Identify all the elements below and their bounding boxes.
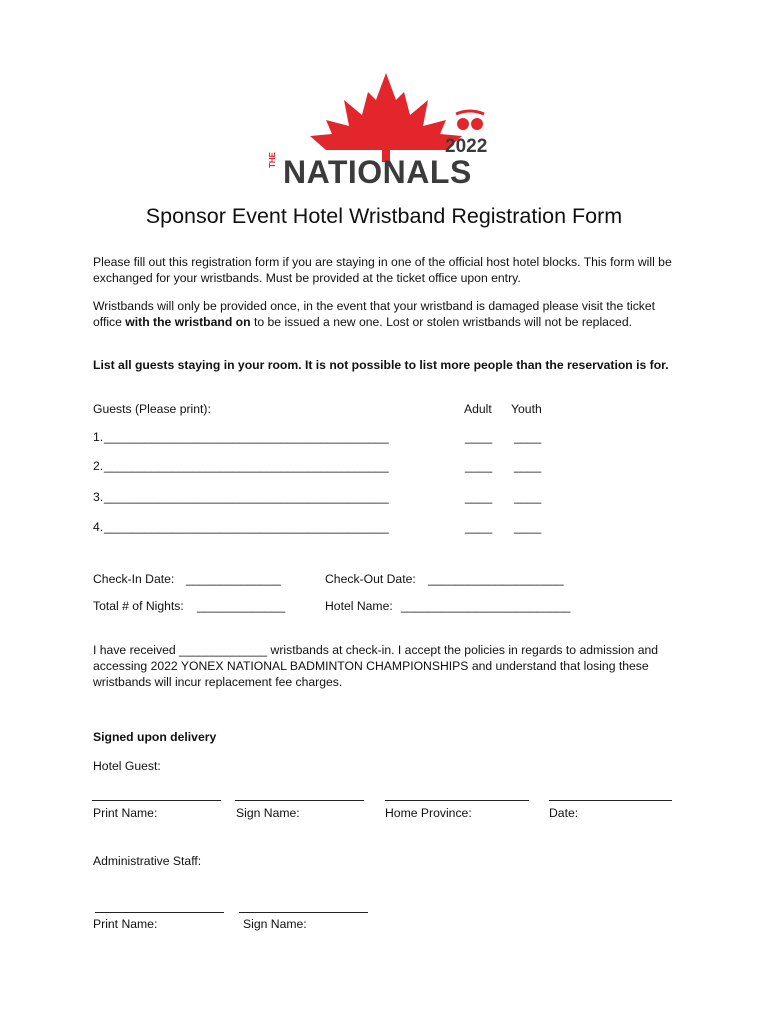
checkin-date-line[interactable]: ______________ — [186, 572, 281, 586]
acknowledgement-paragraph — [93, 642, 678, 690]
guest-name-line[interactable]: __________________________________________ — [104, 520, 389, 534]
guest-name-line[interactable]: __________________________________________ — [104, 430, 389, 444]
admin-sign-name-label: Sign Name: — [243, 917, 307, 931]
wristband-note-bold: with the wristband on — [125, 315, 251, 329]
yonex-icon — [456, 111, 484, 130]
admin-staff-label: Administrative Staff: — [93, 854, 202, 868]
guest-row-number: 3. — [93, 490, 104, 504]
guest-row-number: 4. — [93, 520, 104, 534]
signed-heading: Signed upon delivery — [93, 730, 217, 744]
guest-adult-line[interactable]: ____ — [465, 520, 493, 534]
guest-adult-line[interactable]: ____ — [465, 459, 493, 473]
guest-adult-line[interactable]: ____ — [465, 490, 493, 504]
logo-word: NATIONALS — [283, 154, 472, 190]
guest-youth-line[interactable]: ____ — [514, 490, 542, 504]
date-label: Date: — [549, 806, 579, 820]
home-province-label: Home Province: — [385, 806, 472, 820]
ack-text: I have received — [93, 643, 180, 657]
nationals-logo — [270, 70, 510, 195]
checkout-date-line[interactable]: ____________________ — [428, 572, 564, 586]
nights-label: Total # of Nights: — [93, 599, 184, 613]
admin-print-name-label: Print Name: — [93, 917, 158, 931]
intro-paragraph: Please fill out this registration form if you are staying in one of the official host hotel blocks. This form will be exchanged for your wristbands. Must be provided at the ticket office upon entry. — [93, 255, 672, 285]
guest-youth-line[interactable]: ____ — [514, 430, 542, 444]
ack-text-end: wristbands at check-in. I accept the policies in regards to admission and accessing 2022 YONEX NATIONAL BADMINTON CHAMPIONSHIPS and understand that losing these wristbands will incur replacement fee charges. — [93, 643, 659, 689]
guest-sign-name-line[interactable] — [235, 800, 364, 801]
adult-header: Adult — [464, 402, 492, 416]
list-instruction: List all guests staying in your room. It is not possible to list more people than the reservation is for. — [93, 358, 669, 372]
wristband-count-line[interactable]: _____________ — [179, 643, 268, 657]
wristband-note-text: Wristbands will only be provided once, in the event that your wristband is damaged please visit the ticket office — [93, 299, 656, 329]
guest-row-number: 2. — [93, 459, 104, 473]
admin-print-name-line[interactable] — [95, 912, 224, 913]
guest-province-line[interactable] — [385, 800, 529, 801]
guest-youth-line[interactable]: ____ — [514, 520, 542, 534]
guest-name-line[interactable]: __________________________________________ — [104, 459, 389, 473]
guest-youth-line[interactable]: ____ — [514, 459, 542, 473]
wristband-note — [93, 298, 675, 330]
hotel-guest-label: Hotel Guest: — [93, 759, 161, 773]
guest-date-line[interactable] — [549, 800, 672, 801]
logo-prefix: THE — [268, 152, 277, 168]
hotel-name-label: Hotel Name: — [325, 599, 393, 613]
guest-print-name-line[interactable] — [92, 800, 221, 801]
guest-row-number: 1. — [93, 430, 104, 444]
logo-year: 2022 — [445, 136, 488, 157]
hotel-name-line[interactable]: _________________________ — [401, 599, 571, 613]
guest-adult-line[interactable]: ____ — [465, 430, 493, 444]
guests-header: Guests (Please print): — [93, 402, 211, 416]
guest-name-line[interactable]: __________________________________________ — [104, 490, 389, 504]
maple-leaf-shape — [310, 73, 462, 162]
wristband-note-text-end: to be issued a new one. Lost or stolen wristbands will not be replaced. — [250, 315, 632, 329]
print-name-label: Print Name: — [93, 806, 158, 820]
checkin-label: Check-In Date: — [93, 572, 175, 586]
sign-name-label: Sign Name: — [236, 806, 300, 820]
checkout-label: Check-Out Date: — [325, 572, 416, 586]
youth-header: Youth — [511, 402, 542, 416]
nights-line[interactable]: _____________ — [197, 599, 286, 613]
page-title: Sponsor Event Hotel Wristband Registration Form — [145, 204, 623, 228]
admin-sign-name-line[interactable] — [239, 912, 368, 913]
